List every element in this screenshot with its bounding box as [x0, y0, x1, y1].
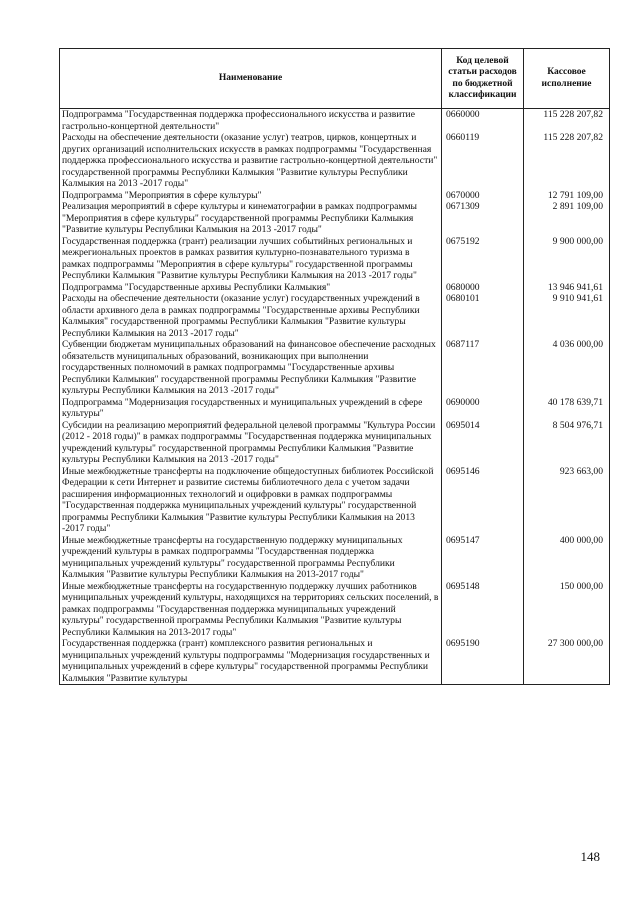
- table-row: [60, 420, 610, 466]
- row-amount: 115 228 207,82: [524, 109, 610, 133]
- row-name: Реализация мероприятий в сфере культуры и кинематографии в рамках подпрограммы "Мероприятия в сфере культуры" государственной программы Республики Калмыкия "Развитие культуры Республики Калмыкия на 2013 -2017 годы": [60, 201, 442, 236]
- table-row: [60, 466, 610, 535]
- row-code: 0695190: [442, 638, 524, 685]
- row-code: 0660119: [442, 132, 524, 190]
- row-amount: 115 228 207,82: [524, 132, 610, 190]
- row-amount: 40 178 639,71: [524, 397, 610, 420]
- row-name: Субсидии на реализацию мероприятий федеральной целевой программы "Культура России (2012 - 2018 годы)" в рамках подпрограммы "Государственная поддержка муниципальных учреждений культуры" государственной программы Республики Калмыкия "Развитие культуры Республики Калмыкия на 2013 -2017 годы": [60, 420, 442, 466]
- row-name: Расходы на обеспечение деятельности (оказание услуг) государственных учреждений в области архивного дела в рамках подпрограммы "Государственные архивы Республики Калмыкия" государственной программы Республики Калмыкия "Развитие культуры Республики Калмыкия на 2013 -2017 годы": [60, 293, 442, 339]
- row-name: Иные межбюджетные трансферты на государственную поддержку муниципальных учреждений культуры в рамках подпрограммы "Государственная поддержка муниципальных учреждений культуры" государственной программы Республики Калмыкия "Развитие культуры Республики Калмыкия на 2013-2017 годы": [60, 535, 442, 581]
- row-name: Иные межбюджетные трансферты на государственную поддержку лучших работников муниципальных учреждений культуры, находящихся на территориях сельских поселений, в рамках подпрограммы "Государственная поддержка муниципальных учреждений культуры" государственной программы Республики Калмыкия "Развитие культуры Республики Калмыкия на 2013-2017 годы": [60, 581, 442, 639]
- row-code: 0680000: [442, 282, 524, 294]
- table-row: [60, 236, 610, 282]
- budget-execution-table: [59, 48, 610, 685]
- row-name: Расходы на обеспечение деятельности (оказание услуг) театров, цирков, концертных и других организаций исполнительских искусств в рамках подпрограммы "Государственная поддержка профессионального искусства и развитие гастрольно-концертной деятельности" государственной программы Республики Калмыкия "Развитие культуры Республики Калмыкия на 2013 -2017 годы": [60, 132, 442, 190]
- row-amount: 400 000,00: [524, 535, 610, 581]
- row-amount: 8 504 976,71: [524, 420, 610, 466]
- table-header-row: [60, 49, 610, 109]
- row-code: 0695146: [442, 466, 524, 535]
- row-amount: 13 946 941,61: [524, 282, 610, 294]
- header-code: Код целевой статьи расходов по бюджетной классификации: [442, 49, 524, 109]
- row-code: 0671309: [442, 201, 524, 236]
- row-name: Подпрограмма "Модернизация государственных и муниципальных учреждений в сфере культуры": [60, 397, 442, 420]
- table-row: [60, 581, 610, 639]
- row-name: Государственная поддержка (грант) комплексного развития региональных и муниципальных учреждений культуры подпрограммы "Модернизация государственных и муниципальных учреждений в сфере культуры" государственной программы Республики Калмыкия "Развитие культуры: [60, 638, 442, 685]
- row-amount: 4 036 000,00: [524, 339, 610, 397]
- row-code: 0687117: [442, 339, 524, 397]
- row-amount: 150 000,00: [524, 581, 610, 639]
- row-code: 0690000: [442, 397, 524, 420]
- row-amount: 27 300 000,00: [524, 638, 610, 685]
- table-row: [60, 397, 610, 420]
- row-name: Государственная поддержка (грант) реализации лучших событийных региональных и межрегиональных проектов в рамках развития культурно-познавательного туризма в рамках подпрограммы "Мероприятия в сфере культуры" государственной программы Республики Калмыкия "Развитие культуры Республики Калмыкия на 2013 -2017 годы": [60, 236, 442, 282]
- row-name: Субвенции бюджетам муниципальных образований на финансовое обеспечение расходных обязательств муниципальных образований, возникающих при выполнении государственных полномочий в рамках подпрограммы "Государственные архивы Республики Калмыкия" государственной программы Республики Калмыкия "Развитие культуры Республики Калмыкия на 2013 -2017 годы": [60, 339, 442, 397]
- row-amount: 923 663,00: [524, 466, 610, 535]
- row-code: 0695147: [442, 535, 524, 581]
- row-amount: 2 891 109,00: [524, 201, 610, 236]
- row-code: 0675192: [442, 236, 524, 282]
- table-row: [60, 638, 610, 685]
- table-row: [60, 190, 610, 202]
- row-name: Иные межбюджетные трансферты на подключение общедоступных библиотек Российской Федерации к сети Интернет и развитие системы библиотечного дела с учетом задачи расширения информационных технологий и оцифровки в рамках подпрограммы "Государственная поддержка муниципальных учреждений культуры" государственной программы Республики Калмыкия "Развитие культуры Республики Калмыкия на 2013 -2017 годы": [60, 466, 442, 535]
- row-code: 0670000: [442, 190, 524, 202]
- header-amount: Кассовое исполнение: [524, 49, 610, 109]
- row-name: Подпрограмма "Государственная поддержка профессионального искусства и развитие гастрольно-концертной деятельности": [60, 109, 442, 133]
- table-row: [60, 201, 610, 236]
- table-row: [60, 339, 610, 397]
- table-row: [60, 293, 610, 339]
- header-name: Наименование: [60, 49, 442, 109]
- row-code: 0660000: [442, 109, 524, 133]
- row-amount: 12 791 109,00: [524, 190, 610, 202]
- table-row: [60, 535, 610, 581]
- row-name: Подпрограмма "Мероприятия в сфере культуры": [60, 190, 442, 202]
- row-code: 0695014: [442, 420, 524, 466]
- row-amount: 9 910 941,61: [524, 293, 610, 339]
- row-code: 0680101: [442, 293, 524, 339]
- page-number: 148: [580, 849, 600, 864]
- table-row: [60, 282, 610, 294]
- row-amount: 9 900 000,00: [524, 236, 610, 282]
- row-code: 0695148: [442, 581, 524, 639]
- table-row: [60, 109, 610, 133]
- row-name: Подпрограмма "Государственные архивы Республики Калмыкия": [60, 282, 442, 294]
- table-row: [60, 132, 610, 190]
